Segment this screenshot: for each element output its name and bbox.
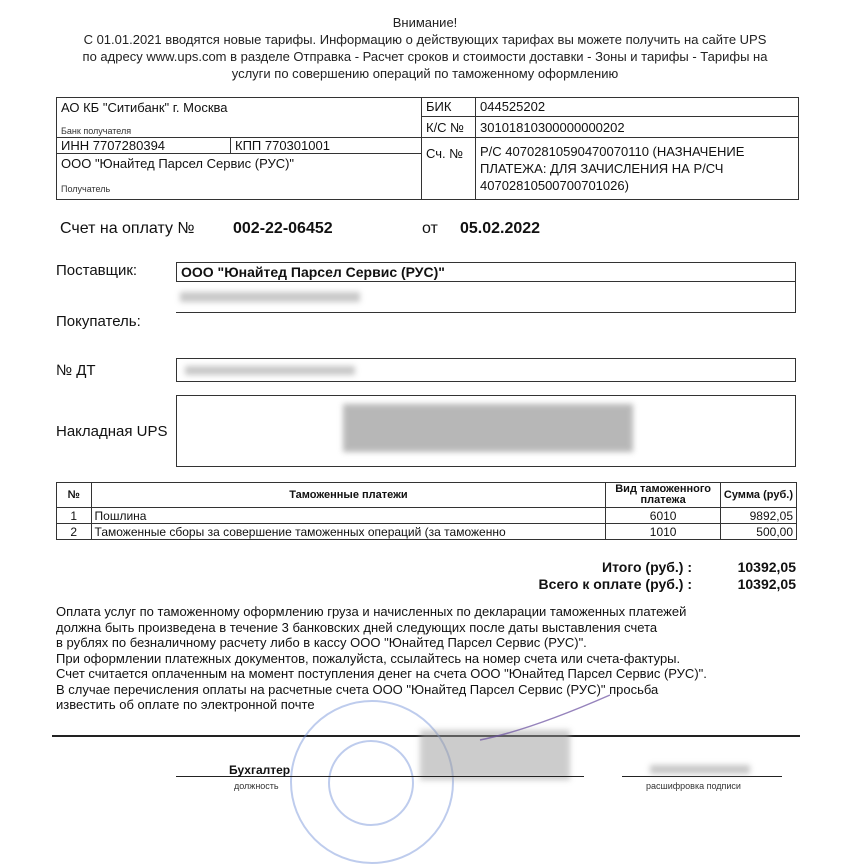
supplier-box (176, 262, 796, 282)
kpp: КПП 770301001 (235, 138, 330, 153)
row-name: Таможенные сборы за совершение таможенных операций (за таможенно (91, 524, 606, 540)
ks: 30101810300000000202 (480, 120, 625, 135)
bik-label: БИК (426, 99, 452, 114)
col-header-num: № (57, 483, 92, 508)
recipient-bank-label: Банк получателя (61, 126, 132, 136)
col-header-type: Вид таможенного платежа (606, 483, 721, 508)
row-name: Пошлина (91, 508, 606, 524)
notice-line: по адресу www.ups.com в разделе Отправка - Расчет сроков и стоимости доставки - Зоны и тарифы - Тарифы на (82, 49, 768, 64)
bik-cell (475, 97, 799, 117)
supplier-label: Поставщик: (56, 262, 138, 279)
decode-label: расшифровка подписи (646, 781, 741, 791)
waybill-label: Накладная UPS (56, 423, 168, 440)
terms-line: в рублях по безналичному расчету либо в кассу ООО "Юнайтед Парсел Сервис (РУС)". (56, 635, 587, 650)
supplier-name: ООО "Юнайтед Парсел Сервис (РУС)" (181, 264, 445, 280)
terms-line: При оформлении платежных документов, пожалуйста, ссылайтесь на номер счета или счета-фактуры. (56, 650, 681, 666)
inn-cell (56, 137, 231, 154)
dt-box (176, 358, 796, 382)
total-value: 10392,05 (737, 559, 796, 575)
row-num: 2 (57, 524, 92, 540)
row-type: 1010 (606, 524, 721, 540)
account-line: ПЛАТЕЖА: ДЛЯ ЗАЧИСЛЕНИЯ НА Р/СЧ (480, 161, 724, 176)
dt-label: № ДТ (56, 362, 96, 379)
ks-cell (475, 116, 799, 138)
redacted-dt (185, 366, 355, 375)
invoice-from-label: от (422, 220, 438, 237)
decode-line (622, 776, 782, 777)
position-value: Бухгалтер (229, 763, 291, 777)
redacted-waybill (343, 404, 633, 452)
terms-line: Счет считается оплаченным на момент поступления денег на счета ООО "Юнайтед Парсел Сервис (РУС)". (56, 666, 707, 681)
invoice-date: 05.02.2022 (460, 220, 541, 237)
row-num: 1 (57, 508, 92, 524)
waybill-box (176, 395, 796, 467)
table-row (57, 508, 797, 524)
account-cell (475, 137, 799, 200)
notice-line: услуги по совершению операций по таможенному оформлению (231, 66, 619, 81)
buyer-label: Покупатель: (56, 313, 141, 330)
redacted-buyer (180, 292, 360, 302)
kpp-cell (230, 137, 422, 154)
account-line: 40702810500700701026) (480, 178, 629, 193)
row-amount: 500,00 (720, 524, 796, 540)
bik-label-cell (421, 97, 476, 117)
inn: ИНН 7707280394 (61, 138, 166, 153)
company-stamp-inner (328, 740, 414, 826)
total-label: Итого (руб.) : (602, 559, 692, 575)
terms-line: должна быть произведена в течение 3 банковских дней следующих после даты выставления счета (56, 619, 658, 635)
table-header-row (57, 483, 797, 508)
signature-stroke (470, 690, 620, 750)
recipient-label: Получатель (61, 184, 111, 194)
terms-line: В случае перечисления оплаты на расчетные счета ООО "Юнайтед Парсел Сервис (РУС)" просьба (56, 681, 659, 697)
ks-label-cell (421, 116, 476, 138)
terms-line: известить об оплате по электронной почте (56, 697, 315, 712)
redacted-decode (650, 765, 750, 774)
recipient: ООО "Юнайтед Парсел Сервис (РУС)" (61, 156, 295, 171)
notice-title: Внимание! (392, 15, 458, 30)
payments-table (56, 482, 797, 540)
bank-name: АО КБ "Ситибанк" г. Москва (61, 100, 228, 115)
col-header-payments: Таможенные платежи (91, 483, 606, 508)
bank-details-table (56, 97, 799, 200)
terms-line: Оплата услуг по таможенному оформлению груза и начисленных по декларации таможенных платежей (56, 604, 687, 619)
account-line: Р/С 40702810590470070110 (НАЗНАЧЕНИЕ (480, 144, 745, 159)
row-amount: 9892,05 (720, 508, 796, 524)
bik: 044525202 (480, 99, 546, 114)
bank-cell (56, 97, 422, 138)
grand-total-label: Всего к оплате (руб.) : (538, 576, 692, 592)
ks-label: К/С № (426, 120, 465, 135)
notice-line: С 01.01.2021 вводятся новые тарифы. Информацию о действующих тарифах вы можете получить на сайте UPS (83, 32, 767, 47)
position-label: должность (234, 781, 279, 791)
account-label: Сч. № (426, 146, 464, 161)
invoice-number: 002-22-06452 (233, 220, 333, 237)
recipient-cell (56, 153, 422, 200)
table-row (57, 524, 797, 540)
col-header-amount: Сумма (руб.) (720, 483, 796, 508)
row-type: 6010 (606, 508, 721, 524)
account-label-cell (421, 137, 476, 200)
grand-total-value: 10392,05 (737, 576, 796, 592)
notice-block (40, 14, 810, 82)
invoice-label: Счет на оплату № (60, 220, 195, 237)
